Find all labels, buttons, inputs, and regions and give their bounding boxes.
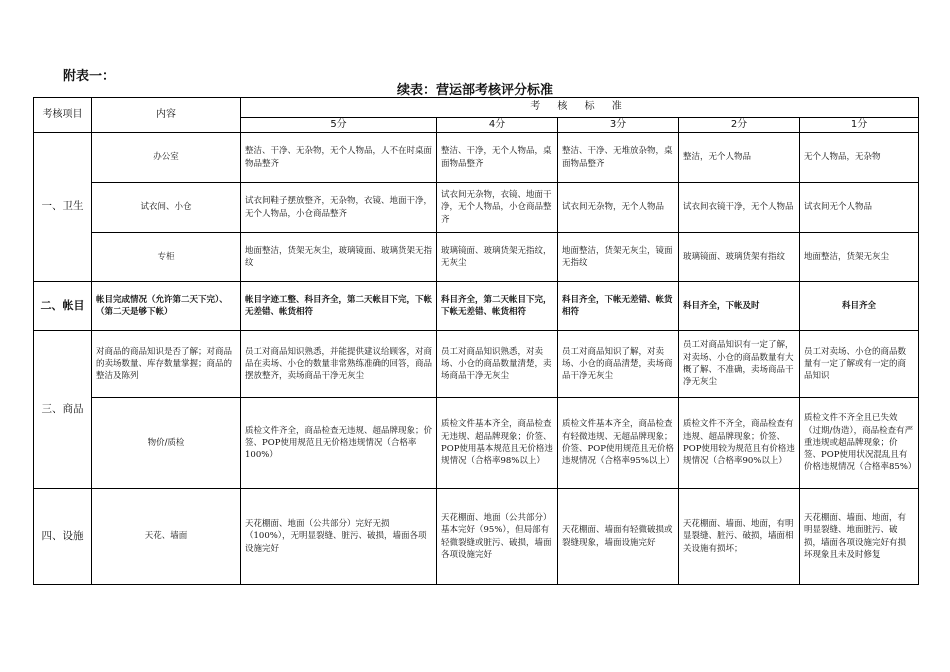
scoring-table: [33, 97, 919, 585]
category-facility: 四、设施: [34, 489, 92, 585]
header-score-3: 3分: [558, 117, 679, 133]
qc-score-2: 质检文件不齐全，商品检查有违规、超品牌现象；价签、POP使用较为规范且有价格违规情况（合格率90%以上）: [679, 398, 800, 489]
office-score-1: 无个人物品，无杂物: [800, 133, 919, 183]
ceiling-score-5: 天花棚面、地面（公共部分）完好无损（100%），无明显裂缝、脏污、破损，墙面各项设施完好: [241, 489, 437, 585]
knowledge-score-4: 员工对商品知识熟悉，对卖场、小仓的商品数量清楚，卖场商品干净无灰尘: [437, 331, 558, 398]
office-score-5: 整洁、干净、无杂物，无个人物品，人不在时桌面物品整齐: [241, 133, 437, 183]
ceiling-score-2: 天花棚面、墙面、地面，有明显裂缝、脏污、破损，墙面相关设施有损坏；: [679, 489, 800, 585]
content-knowledge: 对商品的商品知识是否了解；对商品的卖场数量、库存数量掌握；商品的整洁及陈列: [92, 331, 241, 398]
counter-score-3: 地面整洁，货架无灰尘，镜面无指纹: [558, 233, 679, 282]
qc-score-4: 质检文件基本齐全，商品检查无违规、超品牌现象；价签、POP使用基本规范且无价格违规情况（合格率98%以上）: [437, 398, 558, 489]
counter-score-2: 玻璃镜面、玻璃货架有指纹: [679, 233, 800, 282]
counter-score-1: 地面整洁，货架无灰尘: [800, 233, 919, 282]
table-row-knowledge: [34, 331, 919, 398]
ceiling-score-4: 天花棚面、地面（公共部分）基本完好（95%），但局部有轻微裂缝或脏污、破损，墙面各项设施完好: [437, 489, 558, 585]
table-row-ceiling: [34, 489, 919, 585]
account-score-5: 帐目字迹工整、科目齐全，第二天帐目下完，下帐无差错、帐货相符: [241, 282, 437, 331]
fitting-score-4: 试衣间无杂物，衣镜、地面干净，无个人物品，小仓商品整齐: [437, 183, 558, 233]
table-row-qc: [34, 398, 919, 489]
content-account: 帐目完成情况（允许第二天下完）、（第二天是够下帐）: [92, 282, 241, 331]
account-score-2: 科目齐全，下帐及时: [679, 282, 800, 331]
knowledge-score-1: 员工对卖场、小仓的商品数量有一定了解或有一定的商品知识: [800, 331, 919, 398]
ceiling-score-1: 天花棚面、墙面、地面，有明显裂缝、地面脏污、破损，墙面各项设施完好有损坏现象且未及时修复: [800, 489, 919, 585]
office-score-2: 整洁，无个人物品: [679, 133, 800, 183]
office-score-3: 整洁、干净、无堆放杂物，桌面物品整齐: [558, 133, 679, 183]
account-score-1: 科目齐全: [800, 282, 919, 331]
header-row-top: [34, 98, 919, 118]
content-qc: 物价/质检: [92, 398, 241, 489]
account-score-4: 科目齐全，第二天帐目下完，下帐无差错、帐货相符: [437, 282, 558, 331]
knowledge-score-5: 员工对商品知识熟悉，并能提供建议给顾客，对商品在卖场、小仓的数量非常熟练准确的回答，商品摆放整齐，卖场商品干净无灰尘: [241, 331, 437, 398]
header-standard: 考 核 标 准: [241, 98, 919, 118]
account-score-3: 科目齐全，下帐无差错、帐货相符: [558, 282, 679, 331]
category-hygiene: 一、卫生: [34, 133, 92, 282]
table-row-fitting: [34, 183, 919, 233]
attachment-label: 附表一：: [63, 69, 116, 84]
category-accounts: 二、帐目: [34, 282, 92, 331]
header-content: 内容: [92, 98, 241, 133]
table-row-account: [34, 282, 919, 331]
category-goods: 三、商品: [34, 331, 92, 489]
counter-score-4: 玻璃镜面、玻璃货架无指纹，无灰尘: [437, 233, 558, 282]
page-title: 续表：营运部考核评分标准: [396, 83, 553, 98]
fitting-score-2: 试衣间衣镜干净，无个人物品: [679, 183, 800, 233]
fitting-score-3: 试衣间无杂物，无个人物品: [558, 183, 679, 233]
table-row-counter: [34, 233, 919, 282]
qc-score-5: 质检文件齐全，商品检查无违规、超品牌现象；价签、POP使用规范且无价格违规情况（合格率100%）: [241, 398, 437, 489]
ceiling-score-3: 天花棚面、墙面有轻微破损或裂缝现象，墙面设施完好: [558, 489, 679, 585]
content-ceiling: 天花、墙面: [92, 489, 241, 585]
fitting-score-5: 试衣间鞋子摆放整齐，无杂物，衣镜、地面干净，无个人物品，小仓商品整齐: [241, 183, 437, 233]
header-score-4: 4分: [437, 117, 558, 133]
content-fitting: 试衣间、小仓: [92, 183, 241, 233]
header-score-1: 1分: [800, 117, 919, 133]
table-row-office: [34, 133, 919, 183]
knowledge-score-2: 员工对商品知识有一定了解，对卖场、小仓的商品数量有大概了解、不准确，卖场商品干净无灰尘: [679, 331, 800, 398]
knowledge-score-3: 员工对商品知识了解，对卖场、小仓的商品清楚，卖场商品干净无灰尘: [558, 331, 679, 398]
content-counter: 专柜: [92, 233, 241, 282]
fitting-score-1: 试衣间无个人物品: [800, 183, 919, 233]
header-score-5: 5分: [241, 117, 437, 133]
header-item: 考核项目: [34, 98, 92, 133]
office-score-4: 整洁、干净，无个人物品，桌面物品整齐: [437, 133, 558, 183]
counter-score-5: 地面整洁，货架无灰尘，玻璃镜面、玻璃货架无指纹: [241, 233, 437, 282]
header-score-2: 2分: [679, 117, 800, 133]
qc-score-3: 质检文件基本齐全，商品检查有轻微违规、无超品牌现象；价签、POP使用规范且无价格违规情况（合格率95%以上）: [558, 398, 679, 489]
qc-score-1: 质检文件不齐全且已失效（过期/伪造），商品检查有严重违规或超品牌现象；价签、POP使用状况混乱且有价格违规情况（合格率85%）: [800, 398, 919, 489]
content-office: 办公室: [92, 133, 241, 183]
